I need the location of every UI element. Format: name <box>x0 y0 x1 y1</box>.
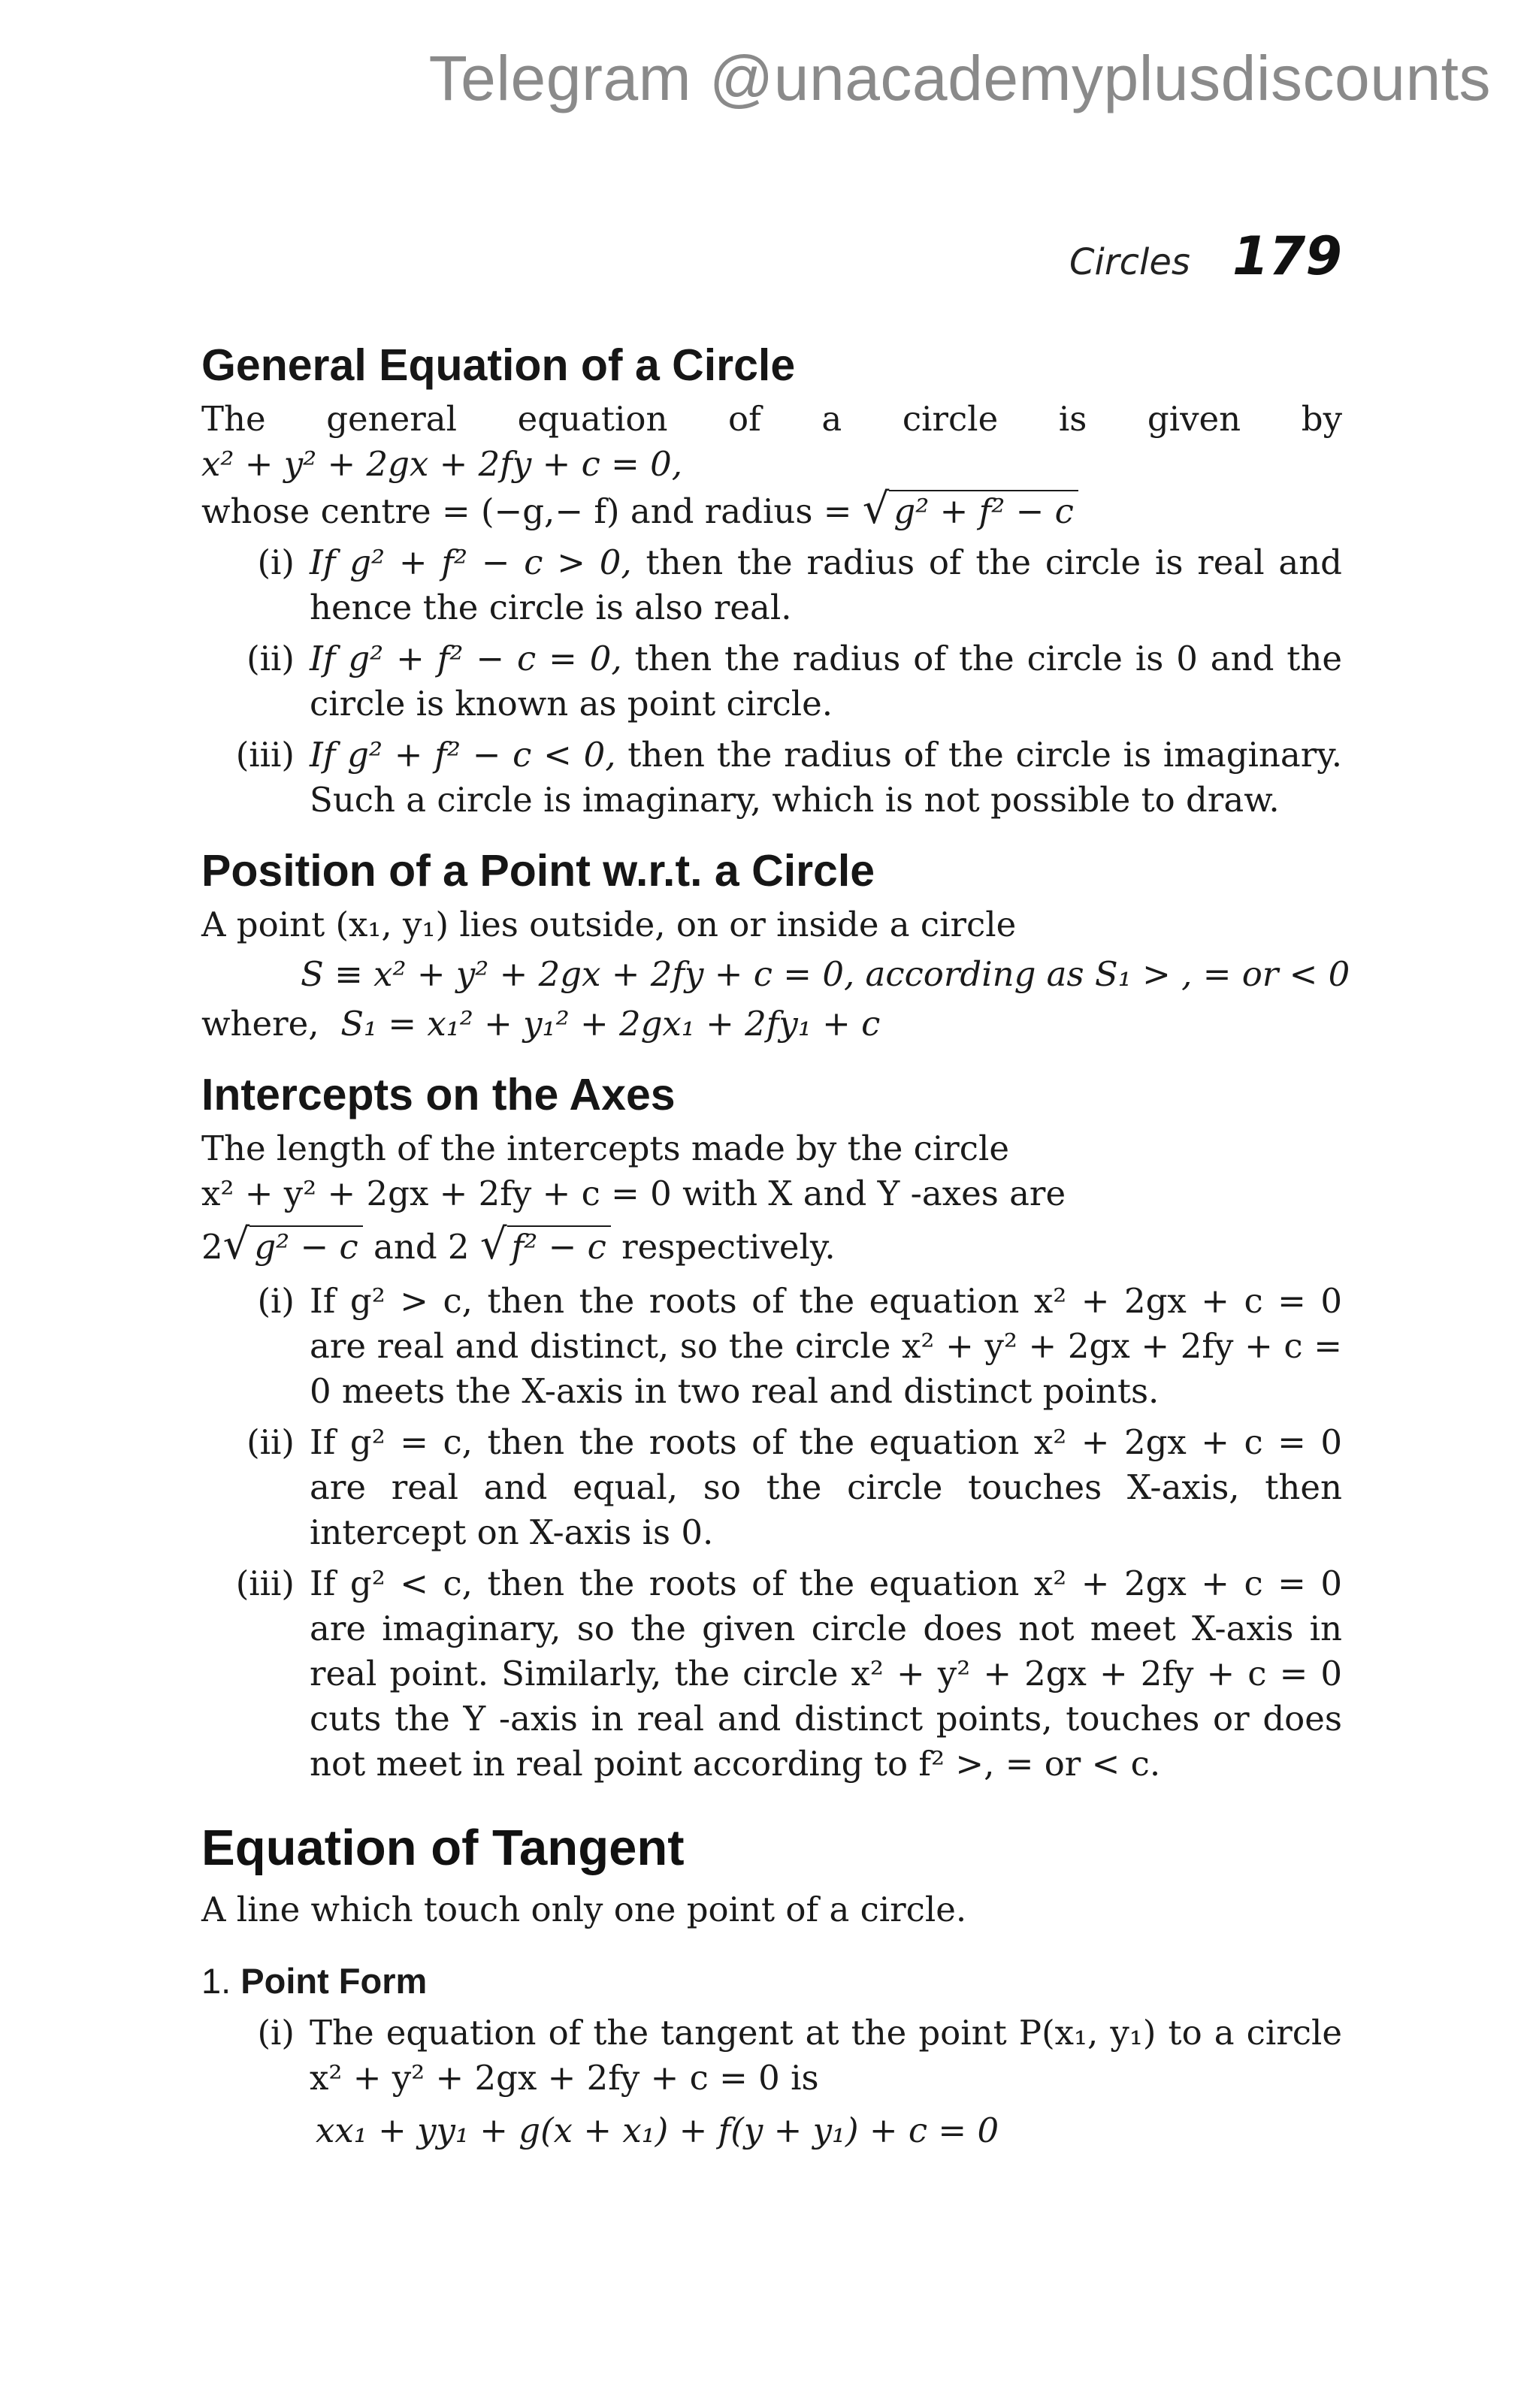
section-equation-of-tangent <box>201 1817 1342 2153</box>
list-item <box>201 1279 1342 1414</box>
chapter-title: Circles <box>1069 241 1190 283</box>
item-number: (iii) <box>235 735 295 775</box>
tangent-equation: xx₁ + yy₁ + g(x + x₁) + f(y + y₁) + c = 0 <box>316 2110 999 2150</box>
s1-definition: S₁ = x₁² + y₁² + 2gx₁ + 2fy₁ + c <box>340 1004 881 1044</box>
item-condition: If g² + f² − c < 0, <box>310 735 616 775</box>
list-item <box>201 540 1342 630</box>
subsection-number: 1. <box>201 1961 231 2001</box>
section-general-equation <box>201 338 1342 823</box>
centre-text: whose centre = (−g,− f) and radius = <box>201 491 852 531</box>
intercepts-line-2: x² + y² + 2gx + 2fy + c = 0 with X and Y -axes are <box>201 1174 1066 1213</box>
page-content <box>201 338 1350 2153</box>
item-number: (i) <box>257 542 295 582</box>
radius-expression: g² + f² − c <box>889 490 1078 531</box>
item-condition: If g² + f² − c = 0, <box>310 639 622 678</box>
radius-sqrt: √ g² + f² − c <box>863 487 1078 534</box>
item-text: If g² > c, then the roots of the equation x² + 2gx + c = 0 are real and distinct, so the circle x² + y² + 2gx + 2fy + c = 0 meets the X-axis in two real and distinct points. <box>310 1281 1342 1411</box>
list-item <box>201 1420 1342 1555</box>
where-label: where, <box>201 1004 319 1044</box>
item-text: then the radius of the circle is real and hence the circle is also real. <box>310 542 1342 627</box>
section-intercepts <box>201 1068 1342 1787</box>
intercepts-lengths: 2√ g² − c and 2 √ f² − c respectively. <box>201 1220 836 1269</box>
section-heading: Position of a Point w.r.t. a Circle <box>201 846 875 896</box>
position-where <box>201 1002 1342 1047</box>
section-heading: General Equation of a Circle <box>201 340 796 390</box>
subsection-title: Point Form <box>240 1961 428 2001</box>
position-intro: A point (x₁, y₁) lies outside, on or inside a circle <box>201 905 1017 944</box>
item-number: (i) <box>257 2013 295 2053</box>
list-item <box>201 2011 1342 2101</box>
page-number: 179 <box>1232 225 1342 287</box>
item-text: The equation of the tangent at the point P(x₁, y₁) to a circle x² + y² + 2gx + 2fy + c = 0 is <box>310 2013 1342 2098</box>
tangent-intro: A line which touch only one point of a circle. <box>201 1890 967 1929</box>
subsection-heading <box>201 1958 1342 2005</box>
list-item <box>201 636 1342 727</box>
section-heading: Intercepts on the Axes <box>201 1070 676 1119</box>
intercepts-line-1: The length of the intercepts made by the circle <box>201 1128 1009 1168</box>
item-number: (iii) <box>235 1564 295 1603</box>
section-position-of-point <box>201 844 1350 1047</box>
general-centre-radius <box>201 487 1342 534</box>
item-number: (ii) <box>246 1422 295 1462</box>
item-number: (i) <box>257 1281 295 1321</box>
chapter-section-heading: Equation of Tangent <box>201 1820 685 1876</box>
item-text: If g² < c, then the roots of the equation x² + 2gx + c = 0 are imaginary, so the given circle does not meet X-axis in real point. Similarly, the circle x² + y² + 2gx + 2fy + c = 0 cuts the Y -axis in real and distinct points, touches or does not meet in real point according to f² >, = or < c. <box>310 1564 1342 1784</box>
general-intro <box>201 397 1342 487</box>
y-intercept-sqrt: √ f² − c <box>480 1222 611 1270</box>
list-item <box>201 1561 1342 1787</box>
item-text: then the radius of the circle is imaginary. Such a circle is imaginary, which is not possible to draw. <box>310 735 1343 820</box>
general-intro-text: The general equation of a circle is given by <box>201 399 1342 439</box>
general-equation: x² + y² + 2gx + 2fy + c = 0, <box>201 444 683 484</box>
position-equation: S ≡ x² + y² + 2gx + 2fy + c = 0, according as S₁ > , = or < 0 <box>301 954 1350 994</box>
item-text: then the radius of the circle is 0 and the circle is known as point circle. <box>310 639 1342 724</box>
item-text: If g² = c, then the roots of the equation x² + 2gx + c = 0 are real and equal, so the circle touches X-axis, then intercept on X-axis is 0. <box>310 1422 1342 1552</box>
list-item <box>201 733 1342 823</box>
watermark: Telegram @unacademyplusdiscounts <box>428 43 1491 113</box>
running-head <box>1069 225 1342 287</box>
x-intercept-sqrt: √ g² − c <box>223 1222 363 1270</box>
item-number: (ii) <box>246 639 295 678</box>
item-condition: If g² + f² − c > 0, <box>310 542 632 582</box>
